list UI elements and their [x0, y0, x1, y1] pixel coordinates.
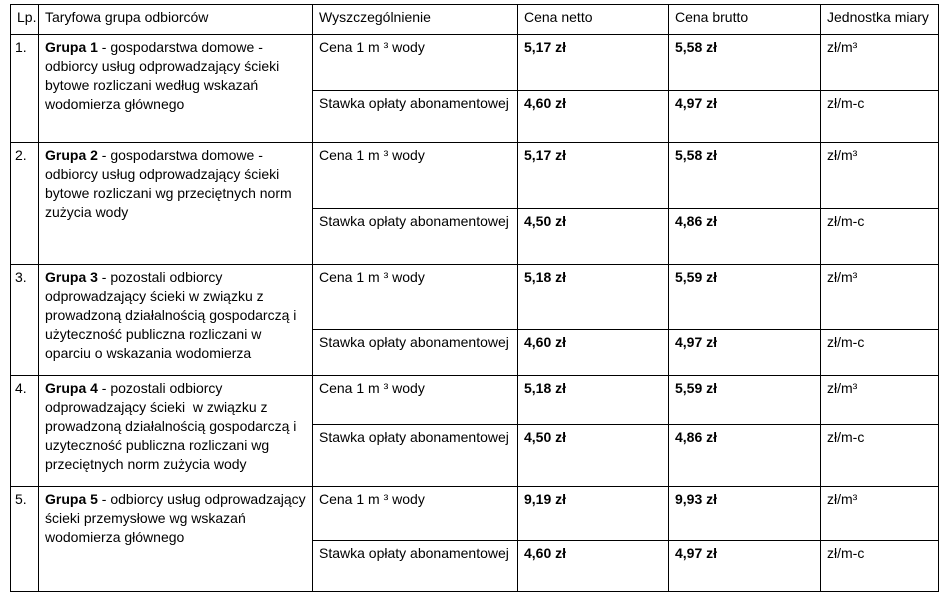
spec-cell: Cena 1 m ³ wody	[313, 487, 518, 541]
group-description-text: - odbiorcy usług odprowadzający ścieki przemysłowe wg wskazań wodomierza głównego	[45, 491, 310, 545]
gross-price-cell: 4,97 zł	[669, 541, 821, 592]
column-header-unit: Jednostka miary	[821, 5, 939, 35]
net-price-cell: 4,60 zł	[518, 330, 669, 376]
unit-cell: zł/m-c	[821, 91, 939, 143]
spec-cell: Stawka opłaty abonamentowej	[313, 91, 518, 143]
column-header-group: Taryfowa grupa odbiorców	[39, 5, 313, 35]
group-description-cell	[39, 143, 313, 265]
lp-cell: 4.	[11, 376, 39, 487]
group-description-cell	[39, 35, 313, 143]
lp-cell: 2.	[11, 143, 39, 265]
net-price-cell: 4,60 zł	[518, 541, 669, 592]
group-description-cell	[39, 265, 313, 376]
group-name: Grupa 2	[45, 147, 98, 163]
group-description-text: - pozostali odbiorcy odprowadzający ścieki w związku z prowadzoną działalnością gospodarczą i uzyteczność publiczna rozliczani wg przeciętnych norm zużycia wody	[45, 380, 301, 472]
gross-price-cell: 4,97 zł	[669, 91, 821, 143]
group-description-text: - gospodarstwa domowe - odbiorcy usług odprowadzający ścieki bytowe rozliczani wg przeciętnych norm zużycia wody	[45, 147, 296, 220]
unit-cell: zł/m³	[821, 487, 939, 541]
net-price-cell: 5,18 zł	[518, 265, 669, 330]
net-price-cell: 5,17 zł	[518, 143, 669, 209]
unit-cell: zł/m³	[821, 35, 939, 91]
column-header-gross: Cena brutto	[669, 5, 821, 35]
column-header-spec: Wyszczególnienie	[313, 5, 518, 35]
group-name: Grupa 1	[45, 39, 98, 55]
spec-cell: Cena 1 m ³ wody	[313, 376, 518, 425]
spec-cell: Cena 1 m ³ wody	[313, 35, 518, 91]
tariff-table	[10, 4, 939, 592]
spec-cell: Stawka opłaty abonamentowej	[313, 541, 518, 592]
table-header-row	[11, 5, 939, 35]
group-name: Grupa 3	[45, 269, 98, 285]
spec-cell: Stawka opłaty abonamentowej	[313, 330, 518, 376]
gross-price-cell: 5,58 zł	[669, 143, 821, 209]
spec-cell: Stawka opłaty abonamentowej	[313, 209, 518, 265]
net-price-cell: 9,19 zł	[518, 487, 669, 541]
net-price-cell: 4,50 zł	[518, 425, 669, 487]
column-header-net: Cena netto	[518, 5, 669, 35]
gross-price-cell: 5,59 zł	[669, 376, 821, 425]
net-price-cell: 4,50 zł	[518, 209, 669, 265]
group-description-cell	[39, 376, 313, 487]
lp-cell: 5.	[11, 487, 39, 592]
table-row	[11, 143, 939, 209]
net-price-cell: 5,17 zł	[518, 35, 669, 91]
unit-cell: zł/m-c	[821, 425, 939, 487]
unit-cell: zł/m³	[821, 143, 939, 209]
gross-price-cell: 4,86 zł	[669, 209, 821, 265]
group-description-cell	[39, 487, 313, 592]
column-header-lp: Lp.	[11, 5, 39, 35]
table-row	[11, 35, 939, 91]
unit-cell: zł/m³	[821, 265, 939, 330]
group-name: Grupa 5	[45, 491, 98, 507]
group-name: Grupa 4	[45, 380, 98, 396]
gross-price-cell: 9,93 zł	[669, 487, 821, 541]
lp-cell: 1.	[11, 35, 39, 143]
spec-cell: Stawka opłaty abonamentowej	[313, 425, 518, 487]
gross-price-cell: 5,58 zł	[669, 35, 821, 91]
group-description-text: - gospodarstwa domowe - odbiorcy usług odprowadzający ścieki bytowe rozliczani według wskazań wodomierza głównego	[45, 39, 284, 112]
group-description-text: - pozostali odbiorcy odprowadzający ścieki w związku z prowadzoną działalnością gospodarczą i użyteczność publiczna rozliczani w oparciu o wskazania wodomierza	[45, 269, 301, 361]
unit-cell: zł/m-c	[821, 330, 939, 376]
table-row	[11, 487, 939, 541]
lp-cell: 3.	[11, 265, 39, 376]
net-price-cell: 5,18 zł	[518, 376, 669, 425]
spec-cell: Cena 1 m ³ wody	[313, 265, 518, 330]
unit-cell: zł/m³	[821, 376, 939, 425]
unit-cell: zł/m-c	[821, 541, 939, 592]
unit-cell: zł/m-c	[821, 209, 939, 265]
gross-price-cell: 4,86 zł	[669, 425, 821, 487]
net-price-cell: 4,60 zł	[518, 91, 669, 143]
gross-price-cell: 4,97 zł	[669, 330, 821, 376]
table-row	[11, 376, 939, 425]
table-row	[11, 265, 939, 330]
spec-cell: Cena 1 m ³ wody	[313, 143, 518, 209]
gross-price-cell: 5,59 zł	[669, 265, 821, 330]
